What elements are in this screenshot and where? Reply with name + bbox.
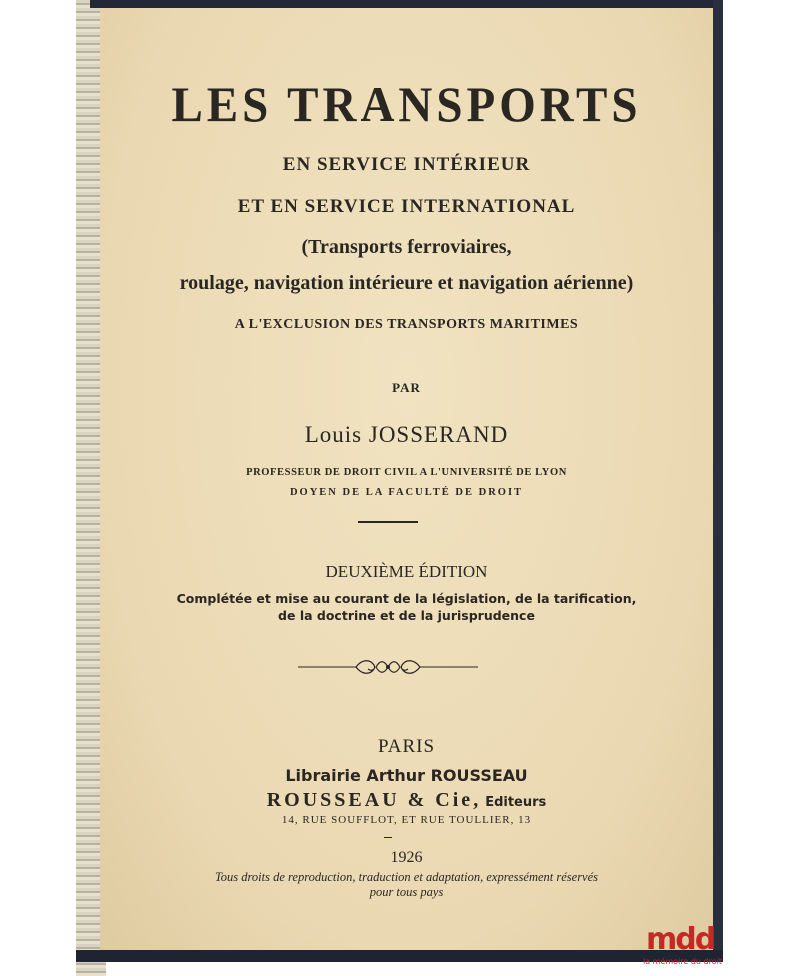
- publisher-address: 14, RUE SOUFFLOT, ET RUE TOULLIER, 13: [281, 814, 532, 826]
- rights-notice-1: Tous droits de reproduction, traduction et adaptation, expressément réservés: [214, 870, 599, 884]
- cover-edge-top: [90, 0, 723, 8]
- publication-city: PARIS: [377, 736, 436, 757]
- author-title-1: PROFESSEUR DE DROIT CIVIL A L'UNIVERSITÉ DE LYON: [246, 467, 567, 478]
- cover-edge-bottom: [76, 950, 723, 962]
- subtitle-line-3: (Transports ferroviaires,: [301, 236, 512, 258]
- cover-edge-right: [713, 0, 723, 950]
- publisher-role: Editeurs: [485, 795, 547, 810]
- edition-description-1: Complétée et mise au courant de la législation, de la tarification,: [176, 591, 637, 606]
- watermark-tagline: la mémoire du droit: [642, 957, 722, 966]
- author-name: Louis JOSSERAND: [304, 422, 509, 447]
- separator-rule: [358, 521, 418, 523]
- subtitle-line-1: EN SERVICE INTÉRIEUR: [282, 154, 531, 175]
- book-title: LES TRANSPORTS: [171, 77, 642, 133]
- subtitle-line-2: ET EN SERVICE INTERNATIONAL: [237, 196, 576, 217]
- rights-notice-2: pour tous pays: [369, 885, 444, 899]
- author-title-2: DOYEN DE LA FACULTÉ DE DROIT: [289, 487, 524, 498]
- address-dash: [384, 837, 392, 838]
- edition-description-2: de la doctrine et de la jurisprudence: [278, 608, 535, 623]
- watermark-logo: mdd: [646, 922, 715, 957]
- decorative-ornament: [296, 656, 480, 678]
- subtitle-line-5: A L'EXCLUSION DES TRANSPORTS MARITIMES: [234, 317, 579, 332]
- publication-year: 1926: [390, 849, 423, 866]
- edition-label: DEUXIÈME ÉDITION: [325, 562, 488, 581]
- title-page: [100, 8, 713, 950]
- publisher-company-line: [100, 789, 713, 812]
- publisher-name: Librairie Arthur ROUSSEAU: [285, 766, 528, 785]
- publisher-company: ROUSSEAU & Cie,: [266, 789, 482, 811]
- subtitle-line-4: roulage, navigation intérieure et navigation aérienne): [179, 272, 634, 294]
- by-label: PAR: [392, 380, 421, 395]
